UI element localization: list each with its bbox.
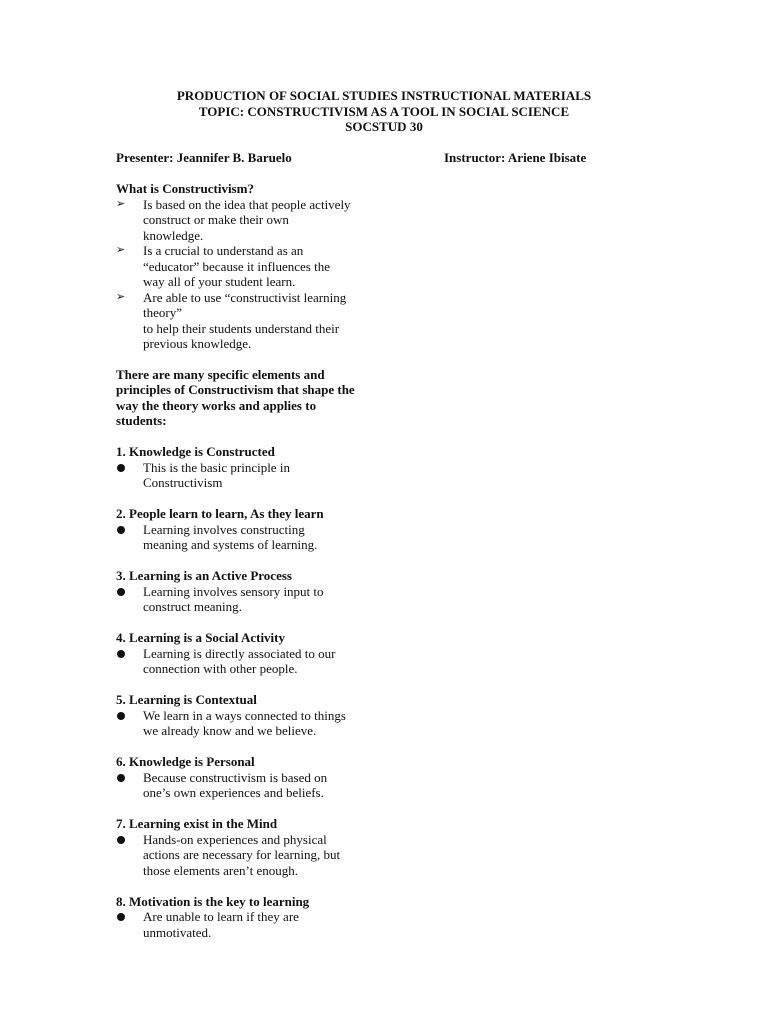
principle-bullet: [116, 522, 376, 553]
bullet-item: [116, 290, 376, 352]
arrow-bullet-icon: ➢: [116, 290, 126, 303]
principle-section: [116, 506, 376, 553]
principle-section: [116, 894, 376, 941]
bullet-dot-icon: [117, 712, 125, 720]
bullet-dot-icon: [117, 774, 125, 782]
principle-section: [116, 444, 376, 491]
principle-text-line: Because constructivism is based on: [143, 769, 328, 785]
principle-bullet: [116, 460, 376, 491]
principle-bullet: [116, 770, 376, 801]
arrow-bullet-icon: ➢: [116, 244, 126, 256]
principle-bullet: [116, 708, 376, 739]
principle-text-line: Constructivism: [143, 475, 223, 490]
bullet-text-line: Is based on the idea that people actively: [143, 196, 351, 212]
principle-title: 6. Knowledge is Personal: [116, 754, 255, 769]
principle-text-line: Learning is directly associated to our: [143, 645, 336, 661]
bullet-dot-icon: [117, 913, 125, 921]
bullet-dot-icon: [117, 650, 125, 658]
presenter-label: Presenter: Jeannifer B. Baruelo: [116, 150, 292, 165]
question-heading: What is Constructivism?: [116, 181, 254, 196]
principle-text-line: actions are necessary for learning, but: [143, 847, 341, 862]
header-course-code: SOCSTUD 30: [345, 119, 423, 134]
principle-section: [116, 816, 376, 878]
principle-text-line: one’s own experiences and beliefs.: [143, 785, 324, 800]
bullet-text-line: to help their students understand their: [143, 320, 340, 336]
content-column: [116, 181, 376, 940]
principle-text-line: those elements aren’t enough.: [143, 862, 298, 878]
principle-section: [116, 568, 376, 615]
principle-text-line: Learning involves sensory input to: [143, 583, 324, 599]
principle-title: 4. Learning is a Social Activity: [116, 630, 285, 645]
bullet-dot-icon: [117, 526, 125, 534]
principle-bullet: [116, 646, 376, 677]
principle-section: [116, 692, 376, 739]
principle-section: [116, 630, 376, 677]
bullet-text-line: construct or make their own: [143, 212, 289, 227]
document-header: [0, 88, 768, 135]
principle-text-line: Learning involves constructing: [143, 521, 305, 537]
principle-text-line: connection with other people.: [143, 661, 298, 676]
principle-bullet: [116, 832, 376, 879]
bullet-text-line: knowledge.: [143, 227, 204, 243]
principle-bullet: [116, 909, 376, 940]
bullet-item: [116, 197, 376, 244]
bullet-dot-icon: [117, 836, 125, 844]
principle-title: 5. Learning is Contextual: [116, 692, 257, 707]
principle-text-line: meaning and systems of learning.: [143, 537, 318, 552]
principle-text-line: Are unable to learn if they are: [143, 909, 299, 924]
arrow-bullet-icon: ➢: [116, 197, 126, 210]
question-list: [116, 197, 376, 352]
bullet-text-line: Is a crucial to understand as an: [143, 243, 304, 258]
principle-title: 7. Learning exist in the Mind: [116, 816, 278, 831]
bullet-dot-icon: [117, 464, 125, 472]
bullet-text-line: previous knowledge.: [143, 336, 252, 351]
principle-section: [116, 754, 376, 801]
intro-paragraph: There are many specific elements and principles of Constructivism that shape the way the theory works and applies to students:: [116, 366, 355, 428]
bullet-text-line: theory”: [143, 305, 182, 320]
principle-title: 8. Motivation is the key to learning: [116, 893, 310, 909]
principle-text-line: Hands-on experiences and physical: [143, 831, 327, 847]
principle-text-line: we already know and we believe.: [143, 723, 317, 738]
principle-title: 3. Learning is an Active Process: [116, 568, 292, 583]
header-title: PRODUCTION OF SOCIAL STUDIES INSTRUCTIONAL MATERIALS: [176, 88, 592, 103]
principle-list: [116, 444, 376, 940]
instructor-label: Instructor: Ariene Ibisate: [444, 150, 587, 165]
principle-text-line: unmotivated.: [143, 924, 212, 940]
principle-title: 2. People learn to learn, As they learn: [116, 506, 324, 521]
bullet-text-line: “educator” because it influences the: [143, 258, 330, 274]
principle-bullet: [116, 584, 376, 615]
bullet-text-line: Are able to use “constructivist learning: [143, 289, 347, 305]
bullet-item: [116, 243, 376, 290]
header-topic: TOPIC: CONSTRUCTIVISM AS A TOOL IN SOCIAL SCIENCE: [198, 103, 570, 119]
principle-text-line: construct meaning.: [143, 599, 242, 614]
bullet-text-line: way all of your student learn.: [143, 274, 296, 289]
principle-title: 1. Knowledge is Constructed: [116, 444, 275, 459]
bullet-dot-icon: [117, 588, 125, 596]
principle-text-line: This is the basic principle in: [143, 459, 290, 475]
principle-text-line: We learn in a ways connected to things: [143, 707, 346, 723]
